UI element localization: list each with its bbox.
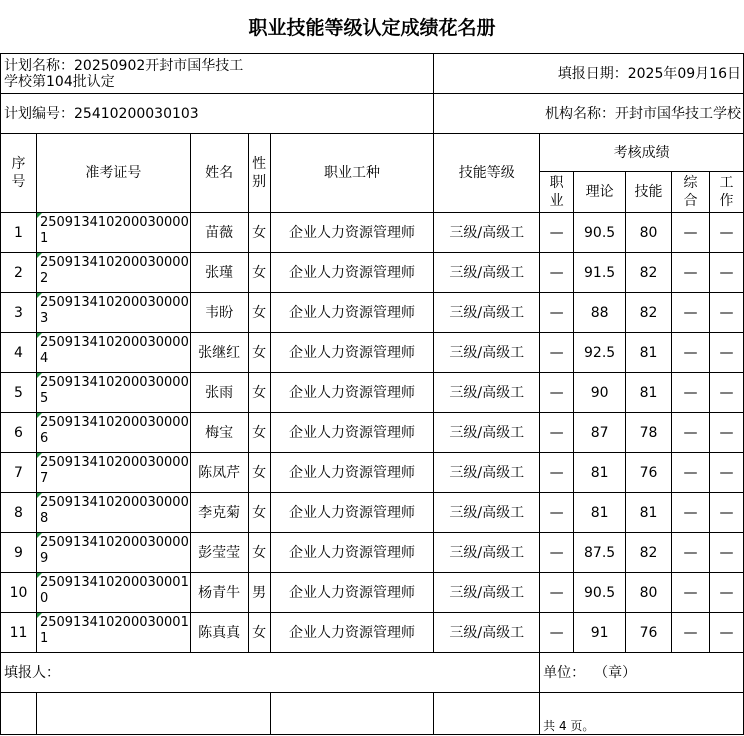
row-score-theory: 87.5 [574, 533, 626, 573]
header-score-comprehensive: 综合 [672, 172, 710, 213]
row-score-theory: 91 [574, 613, 626, 653]
row-occupation: 企业人力资源管理师 [270, 533, 434, 573]
header-occupation: 职业工种 [270, 134, 434, 213]
row-name: 张继红 [190, 333, 248, 373]
row-ticket [36, 453, 190, 493]
plan-code-label: 计划编号： [4, 105, 74, 122]
plan-code-value: 25410200030103 [74, 105, 199, 122]
table-row [1, 493, 744, 533]
row-gender: 女 [248, 373, 270, 413]
table-row [1, 373, 744, 413]
row-name: 陈凤芹 [190, 453, 248, 493]
row-gender: 女 [248, 413, 270, 453]
row-seq: 4 [1, 333, 37, 373]
plan-name-row [1, 54, 744, 94]
row-score-work: — [709, 533, 743, 573]
row-seq: 10 [1, 573, 37, 613]
cell-flag-icon [37, 533, 42, 538]
row-seq: 2 [1, 253, 37, 293]
row-score-theory: 87 [574, 413, 626, 453]
row-score-vocational: — [540, 533, 574, 573]
ticket-number: 2509134102000300003 [39, 295, 189, 326]
row-occupation: 企业人力资源管理师 [270, 213, 434, 253]
ticket-number: 2509134102000300007 [39, 455, 189, 486]
plan-code-cell [1, 94, 434, 134]
row-score-work: — [709, 413, 743, 453]
row-score-skill: 78 [626, 413, 672, 453]
row-score-comprehensive: — [672, 373, 710, 413]
row-occupation: 企业人力资源管理师 [270, 413, 434, 453]
row-score-work: — [709, 213, 743, 253]
row-name: 李克菊 [190, 493, 248, 533]
cell-flag-icon [37, 213, 42, 218]
row-score-vocational: — [540, 413, 574, 453]
filler-cell [1, 653, 271, 693]
ticket-number: 2509134102000300009 [39, 535, 189, 566]
row-score-skill: 82 [626, 533, 672, 573]
row-score-work: — [709, 373, 743, 413]
row-occupation: 企业人力资源管理师 [270, 373, 434, 413]
row-name: 张瑾 [190, 253, 248, 293]
table-row [1, 333, 744, 373]
row-seq: 3 [1, 293, 37, 333]
row-gender: 女 [248, 333, 270, 373]
plan-name-value-line1: 20250902开封市国华技工 [74, 57, 244, 74]
table-row [1, 533, 744, 573]
row-score-theory: 90.5 [574, 213, 626, 253]
header-scores: 考核成绩 [540, 134, 744, 172]
ticket-number: 2509134102000300005 [39, 375, 189, 406]
row-score-comprehensive: — [672, 453, 710, 493]
row-name: 彭莹莹 [190, 533, 248, 573]
row-score-vocational: — [540, 613, 574, 653]
footer-blank-5 [270, 693, 434, 735]
row-gender: 女 [248, 293, 270, 333]
row-score-skill: 80 [626, 213, 672, 253]
row-score-vocational: — [540, 333, 574, 373]
row-score-work: — [709, 453, 743, 493]
ticket-number: 2509134102000300001 [39, 215, 189, 246]
row-score-skill: 81 [626, 493, 672, 533]
row-occupation: 企业人力资源管理师 [270, 333, 434, 373]
filler-label: 填报人： [4, 664, 60, 681]
fill-date-value: 2025年09月16日 [627, 65, 741, 82]
header-score-vocational: 职业 [540, 172, 574, 213]
footer-blank-1 [270, 653, 434, 693]
ticket-number: 2509134102000300006 [39, 415, 189, 446]
row-score-vocational: — [540, 253, 574, 293]
row-score-comprehensive: — [672, 413, 710, 453]
row-score-vocational: — [540, 573, 574, 613]
org-label: 机构名称： [545, 105, 615, 122]
row-score-skill: 76 [626, 453, 672, 493]
row-name: 苗薇 [190, 213, 248, 253]
table-row [1, 453, 744, 493]
row-seq: 9 [1, 533, 37, 573]
row-score-skill: 82 [626, 293, 672, 333]
header-name: 姓名 [190, 134, 248, 213]
row-level: 三级/高级工 [434, 373, 540, 413]
row-score-vocational: — [540, 493, 574, 533]
row-ticket [36, 613, 190, 653]
cell-flag-icon [37, 493, 42, 498]
row-seq: 5 [1, 373, 37, 413]
row-score-comprehensive: — [672, 613, 710, 653]
cell-flag-icon [37, 373, 42, 378]
row-occupation: 企业人力资源管理师 [270, 493, 434, 533]
row-level: 三级/高级工 [434, 613, 540, 653]
row-score-comprehensive: — [672, 493, 710, 533]
footer-blank-4 [36, 693, 270, 735]
row-gender: 女 [248, 253, 270, 293]
row-level: 三级/高级工 [434, 293, 540, 333]
row-score-theory: 88 [574, 293, 626, 333]
row-score-theory: 81 [574, 493, 626, 533]
row-gender: 女 [248, 453, 270, 493]
row-score-theory: 91.5 [574, 253, 626, 293]
row-level: 三级/高级工 [434, 573, 540, 613]
unit-label: 单位： [543, 664, 586, 681]
ticket-number: 2509134102000300008 [39, 495, 189, 526]
row-score-vocational: — [540, 453, 574, 493]
row-score-skill: 81 [626, 333, 672, 373]
row-ticket [36, 253, 190, 293]
row-ticket [36, 333, 190, 373]
header-gender: 性别 [248, 134, 270, 213]
row-name: 陈真真 [190, 613, 248, 653]
row-score-comprehensive: — [672, 253, 710, 293]
cell-flag-icon [37, 333, 42, 338]
row-seq: 1 [1, 213, 37, 253]
row-score-work: — [709, 253, 743, 293]
row-occupation: 企业人力资源管理师 [270, 453, 434, 493]
row-ticket [36, 573, 190, 613]
row-gender: 女 [248, 533, 270, 573]
header-row-1 [1, 134, 744, 172]
seal-label: （章） [594, 664, 637, 681]
cell-flag-icon [37, 413, 42, 418]
table-row [1, 253, 744, 293]
row-name: 杨青牛 [190, 573, 248, 613]
row-level: 三级/高级工 [434, 213, 540, 253]
row-seq: 6 [1, 413, 37, 453]
row-ticket [36, 213, 190, 253]
row-level: 三级/高级工 [434, 453, 540, 493]
footer-blank-6 [434, 693, 540, 735]
header-ticket: 准考证号 [36, 134, 190, 213]
row-score-theory: 92.5 [574, 333, 626, 373]
fill-date-cell [434, 54, 744, 94]
table-row [1, 213, 744, 253]
row-name: 张雨 [190, 373, 248, 413]
header-score-skill: 技能 [626, 172, 672, 213]
row-score-work: — [709, 333, 743, 373]
row-score-theory: 90 [574, 373, 626, 413]
row-ticket [36, 413, 190, 453]
row-seq: 8 [1, 493, 37, 533]
table-row [1, 613, 744, 653]
row-occupation: 企业人力资源管理师 [270, 573, 434, 613]
row-ticket [36, 533, 190, 573]
row-score-theory: 90.5 [574, 573, 626, 613]
row-ticket [36, 373, 190, 413]
row-score-work: — [709, 573, 743, 613]
row-score-skill: 82 [626, 253, 672, 293]
row-gender: 男 [248, 573, 270, 613]
plan-name-cell [1, 54, 434, 94]
row-score-work: — [709, 613, 743, 653]
row-gender: 女 [248, 213, 270, 253]
row-occupation: 企业人力资源管理师 [270, 293, 434, 333]
row-seq: 11 [1, 613, 37, 653]
row-score-skill: 76 [626, 613, 672, 653]
row-score-vocational: — [540, 213, 574, 253]
row-name: 梅宝 [190, 413, 248, 453]
footer-row-1 [1, 653, 744, 693]
row-score-skill: 81 [626, 373, 672, 413]
row-score-theory: 81 [574, 453, 626, 493]
row-level: 三级/高级工 [434, 413, 540, 453]
footer-blank-2 [434, 653, 540, 693]
cell-flag-icon [37, 573, 42, 578]
row-score-comprehensive: — [672, 533, 710, 573]
row-seq: 7 [1, 453, 37, 493]
row-occupation: 企业人力资源管理师 [270, 613, 434, 653]
plan-code-row [1, 94, 744, 134]
org-cell [434, 94, 744, 134]
table-row [1, 573, 744, 613]
row-score-skill: 80 [626, 573, 672, 613]
row-gender: 女 [248, 613, 270, 653]
row-score-comprehensive: — [672, 293, 710, 333]
row-name: 韦盼 [190, 293, 248, 333]
org-value: 开封市国华技工学校 [615, 105, 741, 122]
row-score-vocational: — [540, 373, 574, 413]
ticket-number: 2509134102000300011 [39, 615, 189, 646]
header-score-theory: 理论 [574, 172, 626, 213]
row-level: 三级/高级工 [434, 333, 540, 373]
header-level: 技能等级 [434, 134, 540, 213]
row-ticket [36, 493, 190, 533]
page-title: 职业技能等级认定成绩花名册 [248, 17, 496, 39]
plan-name-label: 计划名称： [4, 57, 74, 74]
header-score-work: 工作 [709, 172, 743, 213]
row-score-comprehensive: — [672, 333, 710, 373]
row-level: 三级/高级工 [434, 493, 540, 533]
roster-table [0, 53, 744, 735]
ticket-number: 2509134102000300004 [39, 335, 189, 366]
cell-flag-icon [37, 613, 42, 618]
header-seq: 序号 [1, 134, 37, 213]
row-score-work: — [709, 493, 743, 533]
cell-flag-icon [37, 453, 42, 458]
row-level: 三级/高级工 [434, 253, 540, 293]
fill-date-label: 填报日期： [557, 65, 628, 82]
table-row [1, 293, 744, 333]
ticket-number: 2509134102000300010 [39, 575, 189, 606]
footer-blank-3 [1, 693, 37, 735]
cell-flag-icon [37, 293, 42, 298]
row-score-work: — [709, 293, 743, 333]
cell-flag-icon [37, 253, 42, 258]
pages-text: 共 4 页。 [543, 719, 595, 733]
pages-cell [540, 693, 744, 735]
footer-row-2 [1, 693, 744, 735]
row-occupation: 企业人力资源管理师 [270, 253, 434, 293]
row-score-vocational: — [540, 293, 574, 333]
ticket-number: 2509134102000300002 [39, 255, 189, 286]
row-level: 三级/高级工 [434, 533, 540, 573]
table-row [1, 413, 744, 453]
row-score-comprehensive: — [672, 573, 710, 613]
row-score-comprehensive: — [672, 213, 710, 253]
plan-name-value-line2: 学校第104批认定 [4, 73, 115, 90]
unit-cell [540, 653, 744, 693]
row-ticket [36, 293, 190, 333]
row-gender: 女 [248, 493, 270, 533]
